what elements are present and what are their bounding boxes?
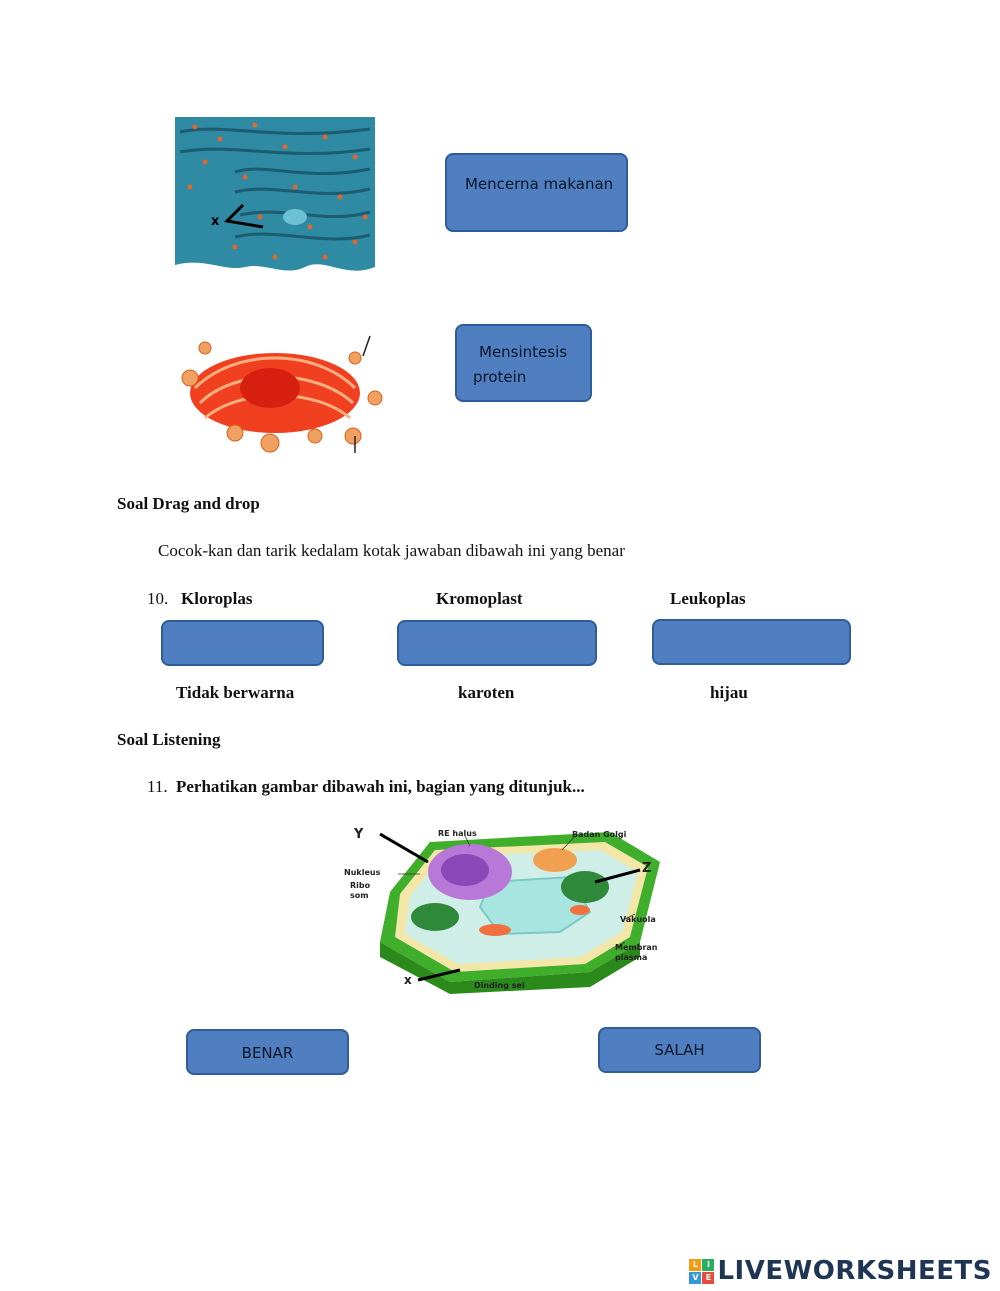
answer-box-digest[interactable] (445, 153, 628, 232)
option-tidak-berwarna[interactable]: Tidak berwarna (176, 683, 295, 702)
benar-button[interactable] (186, 1029, 349, 1075)
cell-label-ribosom-1: Ribo (350, 881, 371, 890)
cell-label-badan-golgi: Badan Golgi (572, 830, 627, 839)
cell-label-membran-2: plasma (615, 953, 648, 962)
answer-box-digest-label: Mencerna makanan (465, 175, 614, 193)
cell-label-x: x (404, 973, 412, 987)
header-kloroplas: Kloroplas (181, 589, 253, 608)
drag-instruction: Cocok-kan dan tarik kedalam kotak jawaban dibawah ini yang benar (158, 541, 625, 560)
golgi-image (175, 318, 413, 468)
answer-box-protein-line2: protein (473, 368, 527, 386)
plant-cell-image (340, 822, 700, 994)
option-karoten[interactable]: karoten (458, 683, 515, 702)
salah-button[interactable] (598, 1027, 761, 1073)
liveworksheets-brand (689, 1256, 992, 1286)
answer-box-protein-line1: Mensintesis (479, 343, 568, 361)
header-leukoplas: Leukoplas (670, 589, 746, 608)
listening-section-title: Soal Listening (117, 730, 221, 749)
cell-label-re-halus: RE halus (438, 829, 477, 838)
benar-button-label: BENAR (241, 1044, 294, 1062)
option-hijau[interactable]: hijau (710, 683, 748, 702)
cell-label-vakuola: Vakuola (620, 915, 656, 924)
drop-box-leukoplas[interactable] (652, 619, 851, 665)
header-kromoplast: Kromoplast (436, 589, 523, 608)
salah-button-label: SALAH (654, 1041, 705, 1059)
question-11-text: Perhatikan gambar dibawah ini, bagian yang ditunjuk... (176, 777, 585, 796)
question-10-number: 10. (147, 589, 169, 608)
cell-label-ribosom-2: som (350, 891, 369, 900)
cell-label-membran-1: Membran (615, 943, 658, 952)
liveworksheets-wordmark: LIVEWORKSHEETS (717, 1256, 992, 1286)
drop-box-kromoplast[interactable] (397, 620, 597, 666)
cell-label-dinding-sel: Dinding sel (474, 981, 525, 990)
er-marker-x: x (211, 214, 220, 229)
cell-label-nukleus: Nukleus (344, 868, 381, 877)
drop-box-kloroplas[interactable] (161, 620, 324, 666)
answer-box-protein[interactable] (455, 324, 592, 402)
question-11-number: 11. (147, 777, 168, 796)
rough-er-image (175, 117, 375, 279)
cell-label-y: Y (354, 827, 364, 842)
drag-section-title: Soal Drag and drop (117, 494, 260, 513)
liveworksheets-logo-icon: L I V E (689, 1259, 714, 1284)
cell-label-z: Z (642, 861, 652, 876)
